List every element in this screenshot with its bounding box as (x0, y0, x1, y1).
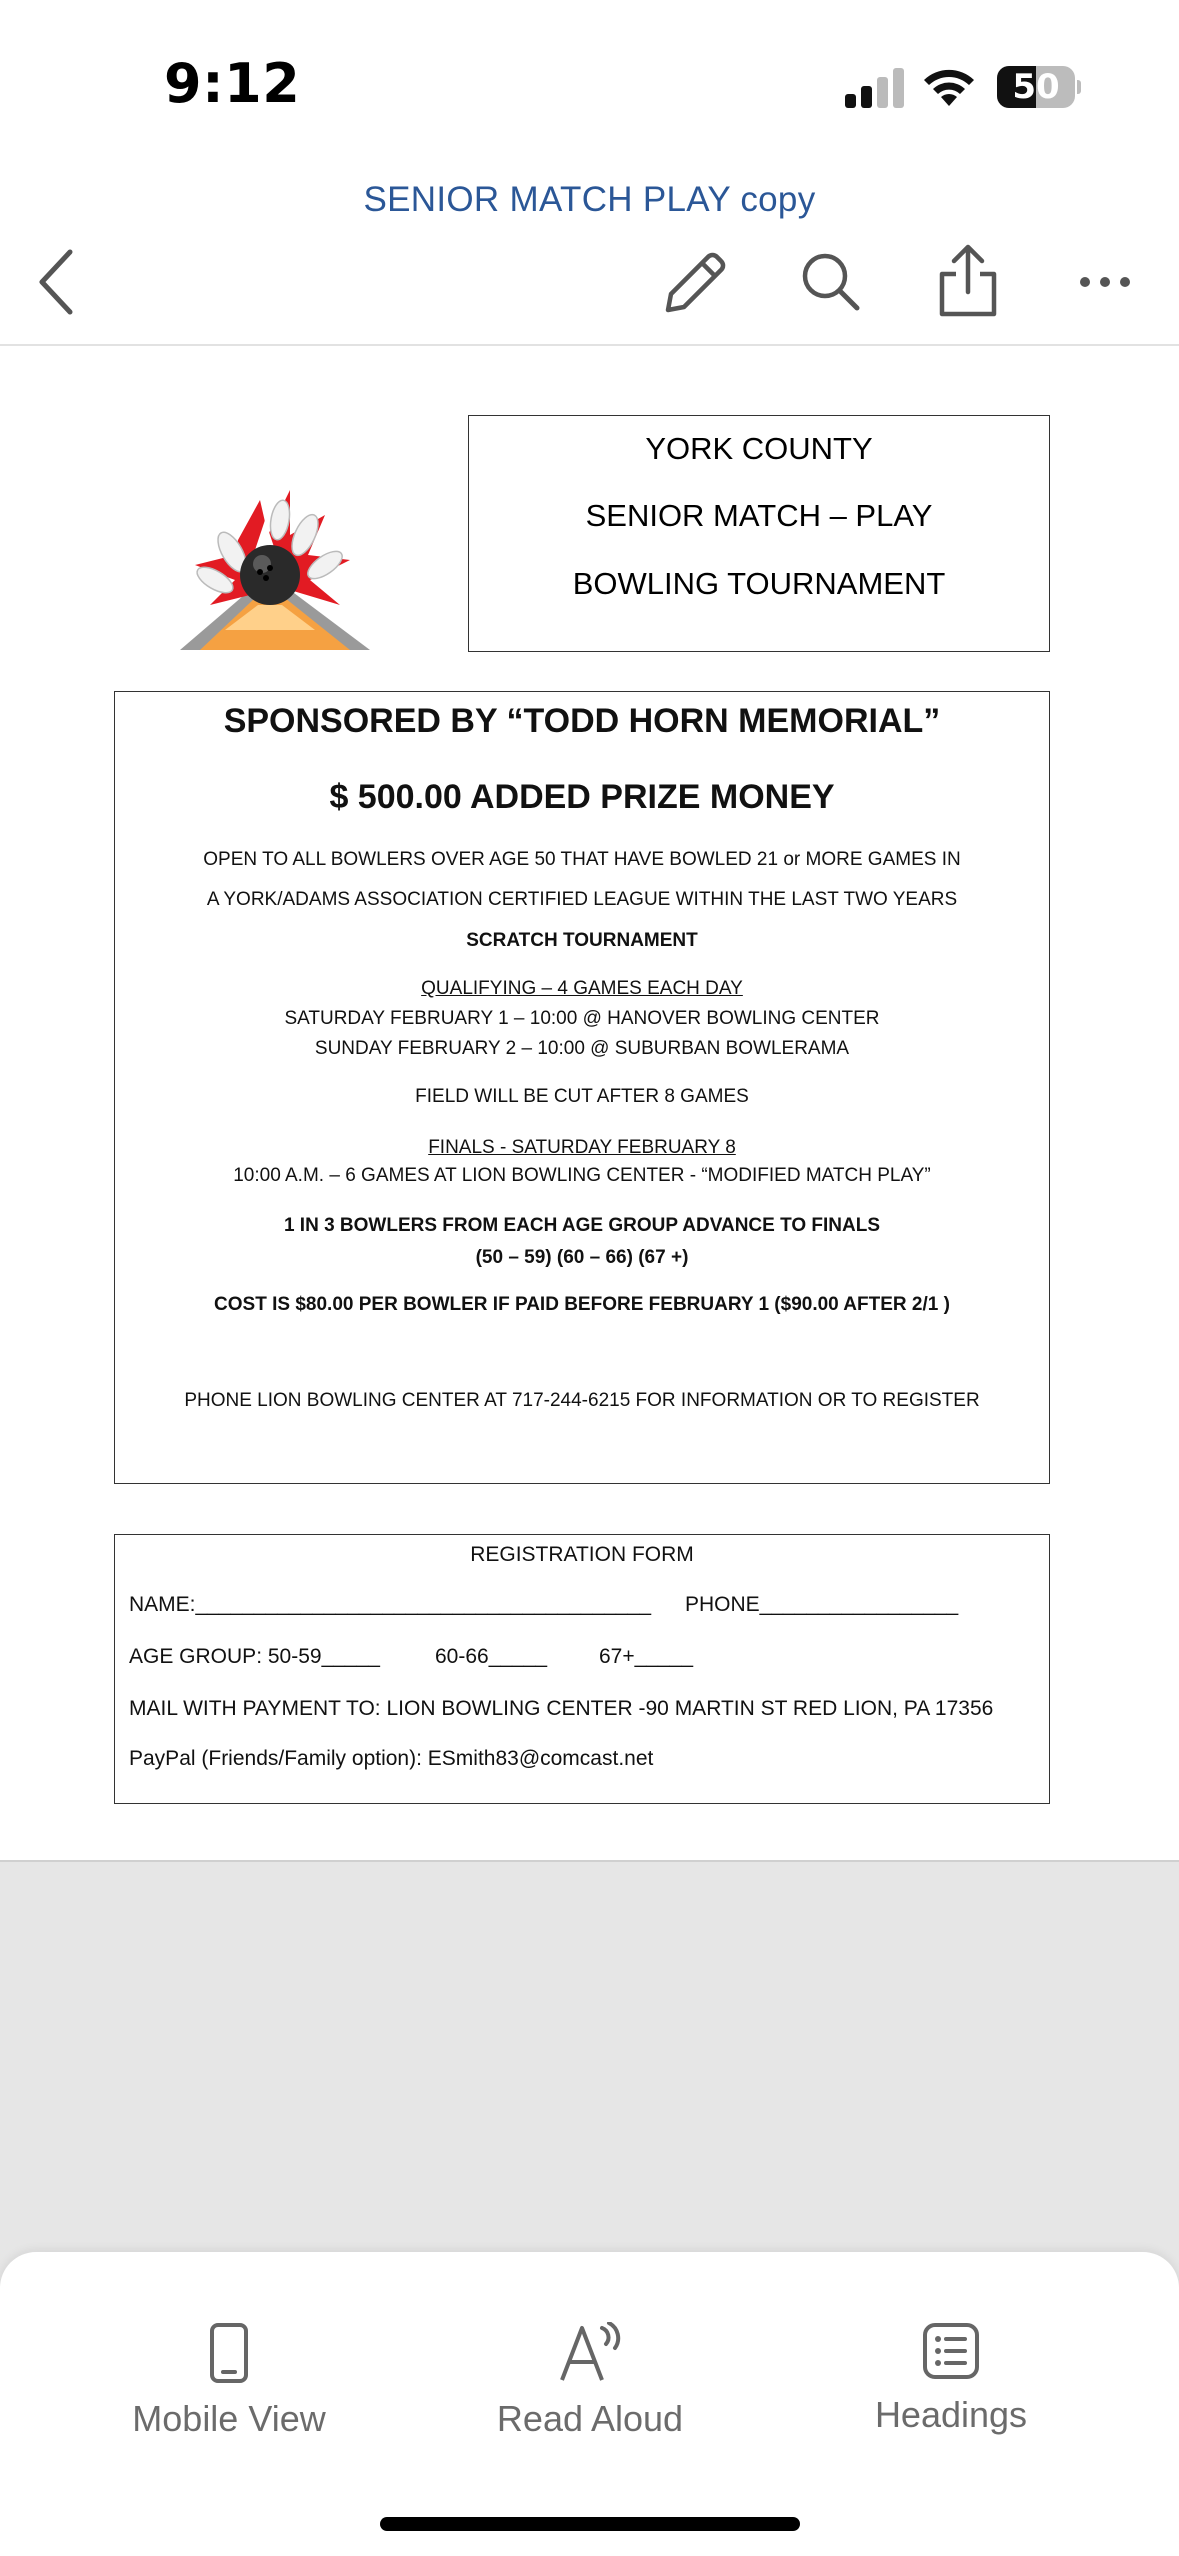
more-icon[interactable] (1078, 270, 1132, 294)
wifi-icon (921, 64, 977, 108)
status-bar (0, 0, 1179, 170)
name-field-label: NAME:_______________________________________ (129, 1593, 651, 1616)
mobile-view-button[interactable] (64, 2322, 394, 2482)
paypal-line: PayPal (Friends/Family option): ESmith83@comcast.net (129, 1747, 654, 1770)
cut-note: FIELD WILL BE CUT AFTER 8 GAMES (415, 1086, 749, 1107)
edit-icon[interactable] (658, 248, 728, 316)
bowling-logo-image (140, 480, 400, 660)
advance-note: 1 IN 3 BOWLERS FROM EACH AGE GROUP ADVANCE TO FINALS (283, 1215, 881, 1236)
phone-line: PHONE LION BOWLING CENTER AT 717-244-6215 FOR INFORMATION OR TO REGISTER (184, 1390, 980, 1411)
prize-heading: $ 500.00 ADDED PRIZE MONEY (329, 778, 835, 816)
mail-address-line: MAIL WITH PAYMENT TO: LION BOWLING CENTER -90 MARTIN ST RED LION, PA 17356 (129, 1697, 994, 1720)
qualifying-day-1: SATURDAY FEBRUARY 1 – 10:00 @ HANOVER BOWLING CENTER (284, 1008, 880, 1029)
back-icon[interactable] (36, 248, 76, 316)
title-line-county: YORK COUNTY (645, 431, 873, 466)
headings-label: Headings (874, 2394, 1028, 2435)
format-line: SCRATCH TOURNAMENT (466, 930, 698, 951)
sponsor-heading: SPONSORED BY “TODD HORN MEMORIAL” (223, 702, 941, 740)
eligibility-line-2: A YORK/ADAMS ASSOCIATION CERTIFIED LEAGUE WITHIN THE LAST TWO YEARS (206, 889, 958, 910)
mobile-view-label: Mobile View (132, 2398, 326, 2439)
age-group-50-label: AGE GROUP: 50-59_____ (129, 1645, 380, 1668)
title-line-match-play: SENIOR MATCH – PLAY (585, 498, 933, 533)
tournament-info-box (114, 691, 1050, 1484)
qualifying-heading: QUALIFYING – 4 GAMES EACH DAY (421, 978, 743, 999)
registration-heading: REGISTRATION FORM (470, 1543, 694, 1566)
list-icon (922, 2322, 980, 2380)
phone-icon (209, 2322, 249, 2384)
finals-detail: 10:00 A.M. – 6 GAMES AT LION BOWLING CENTER - “MODIFIED MATCH PLAY” (233, 1165, 931, 1186)
battery-level: 50 (1012, 67, 1060, 107)
tournament-title-box (468, 415, 1050, 652)
title-line-tournament: BOWLING TOURNAMENT (572, 566, 946, 601)
eligibility-line-1: OPEN TO ALL BOWLERS OVER AGE 50 THAT HAVE BOWLED 21 or MORE GAMES IN (203, 849, 961, 870)
qualifying-day-2: SUNDAY FEBRUARY 2 – 10:00 @ SUBURBAN BOWLERAMA (314, 1038, 850, 1059)
read-aloud-label: Read Aloud (496, 2398, 684, 2439)
bottom-sheet (0, 2252, 1179, 2556)
cost-line: COST IS $80.00 PER BOWLER IF PAID BEFORE FEBRUARY 1 ($90.00 AFTER 2/1 ) (214, 1294, 950, 1315)
age-group-67-label: 67+_____ (599, 1645, 694, 1668)
finals-heading: FINALS - SATURDAY FEBRUARY 8 (428, 1137, 736, 1158)
registration-form-box (114, 1534, 1050, 1804)
age-groups-line: (50 – 59) (60 – 66) (67 +) (475, 1247, 689, 1268)
headings-button[interactable] (786, 2322, 1116, 2482)
phone-field-label: PHONE_________________ (685, 1593, 959, 1616)
status-time: 9:12 (164, 52, 301, 115)
document-title[interactable]: SENIOR MATCH PLAY copy (363, 180, 816, 219)
read-aloud-icon (558, 2322, 622, 2384)
cellular-signal-icon (845, 68, 907, 108)
battery-icon (997, 66, 1081, 108)
age-group-60-label: 60-66_____ (435, 1645, 548, 1668)
share-icon[interactable] (936, 244, 1000, 318)
read-aloud-button[interactable] (425, 2322, 755, 2482)
home-indicator[interactable] (380, 2517, 800, 2531)
search-icon[interactable] (798, 248, 862, 316)
